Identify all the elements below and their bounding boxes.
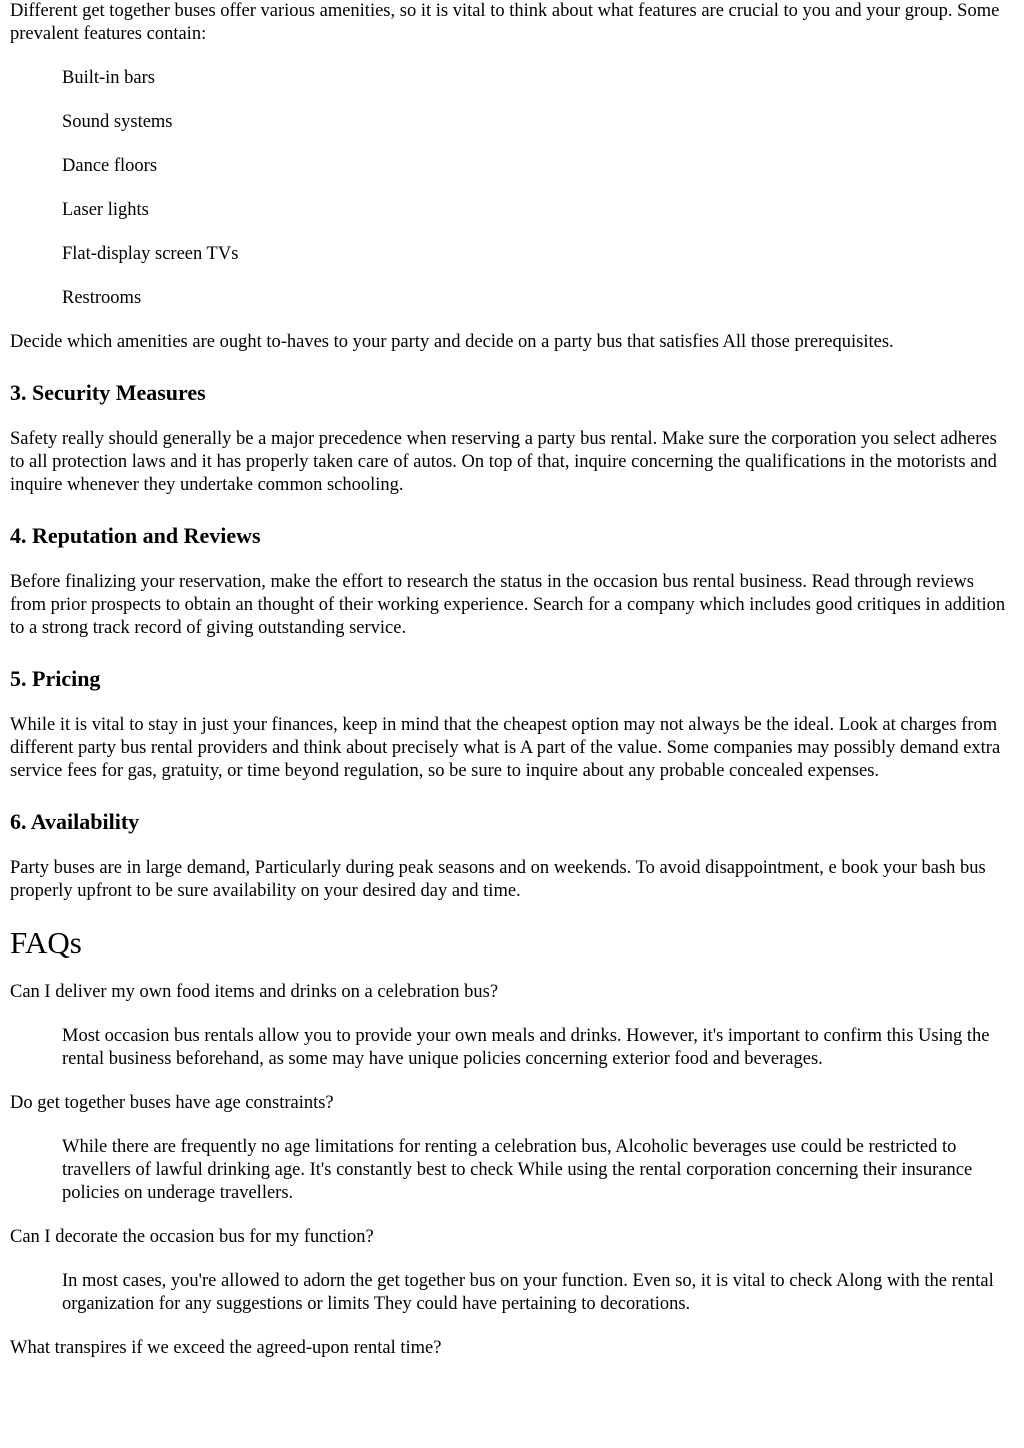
faq-answer: In most cases, you're allowed to adorn the get together bus on your function. Even so, it is vital to check Along with the rental organization for any suggestions or limits They could have pertaining to decorations. — [62, 1271, 994, 1314]
features-list-item: Flat-display screen TVs — [62, 244, 239, 264]
section-body: While it is vital to stay in just your finances, keep in mind that the cheapest option may not always be the ideal. Look at charges from different party bus rental providers and think about precisely what is A part of the value. Some companies may possibly demand extra service fees for gas, gratuity, or time beyond regulation, so be sure to inquire about any probable concealed expenses. — [10, 715, 1001, 781]
faq-item — [10, 981, 1014, 1071]
section-security — [10, 380, 1014, 497]
faq-title: FAQs — [10, 925, 82, 960]
features-list — [10, 67, 1014, 310]
faq-item — [10, 1226, 1014, 1316]
faq-answer: While there are frequently no age limitations for renting a celebration bus, Alcoholic beverages use could be restricted to travellers of lawful drinking age. It's constantly best to check While using the rental corporation concerning their insurance policies on underage travellers. — [62, 1137, 973, 1203]
faq-item — [10, 1337, 1014, 1360]
faq-item — [10, 1092, 1014, 1205]
faq-question: Can I deliver my own food items and drinks on a celebration bus? — [10, 982, 499, 1002]
features-list-item: Built-in bars — [62, 68, 156, 88]
faq-question: Can I decorate the occasion bus for my function? — [10, 1227, 374, 1247]
section-reputation — [10, 523, 1014, 640]
section-heading: 6. Availability — [10, 809, 140, 834]
faq-question: What transpires if we exceed the agreed-upon rental time? — [10, 1338, 442, 1358]
section-pricing — [10, 666, 1014, 783]
amenities-summary-paragraph: Decide which amenities are ought to-haves to your party and decide on a party bus that satisfies All those prerequisites. — [10, 332, 894, 352]
intro-paragraph: Different get together buses offer various amenities, so it is vital to think about what features are crucial to you and your group. Some prevalent features contain: — [10, 1, 1000, 44]
features-list-item: Restrooms — [62, 288, 142, 308]
features-list-item: Sound systems — [62, 112, 173, 132]
section-body: Before finalizing your reservation, make the effort to research the status in the occasion bus rental business. Read through reviews from prior prospects to obtain an thought of their working experience. Search for a company which includes good critiques in addition to a strong track record of giving outstanding service. — [10, 572, 1006, 638]
section-heading: 4. Reputation and Reviews — [10, 523, 261, 548]
faq-answer: Most occasion bus rentals allow you to provide your own meals and drinks. However, it's important to confirm this Using the rental business beforehand, as some may have unique policies concerning exterior food and beverages. — [62, 1026, 990, 1069]
section-heading: 5. Pricing — [10, 666, 101, 691]
section-body: Safety really should generally be a major precedence when reserving a party bus rental. Make sure the corporation you select adheres to all protection laws and it has properly taken care of autos. On top of that, inquire concerning the qualifications in the motorists and inquire whenever they undertake common schooling. — [10, 429, 997, 495]
section-body: Party buses are in large demand, Particularly during peak seasons and on weekends. To avoid disappointment, e book your bash bus properly upfront to be sure availability on your desired day and time. — [10, 858, 986, 901]
features-list-item: Laser lights — [62, 200, 149, 220]
section-availability — [10, 809, 1014, 903]
features-list-item: Dance floors — [62, 156, 158, 176]
faq-question: Do get together buses have age constraints? — [10, 1093, 334, 1113]
section-heading: 3. Security Measures — [10, 380, 206, 405]
